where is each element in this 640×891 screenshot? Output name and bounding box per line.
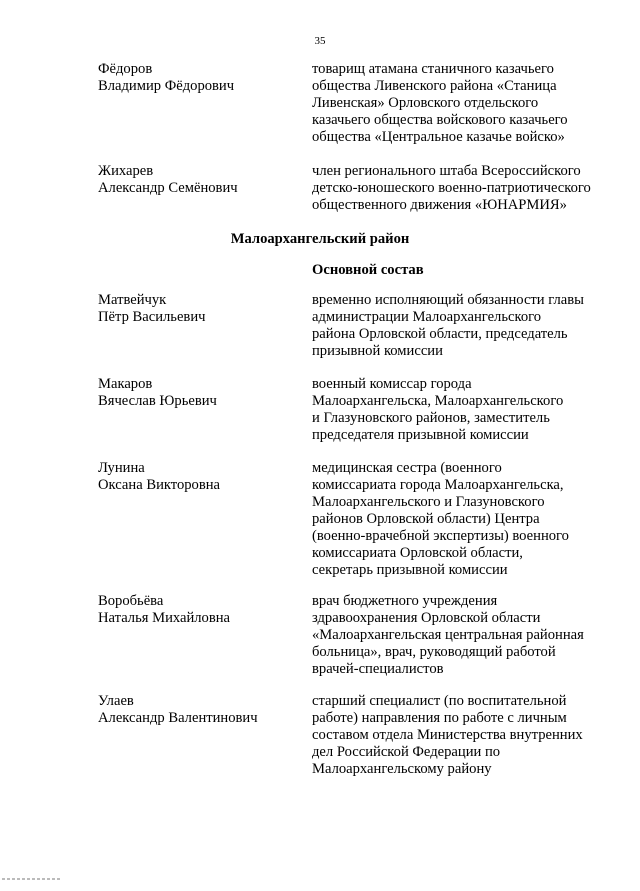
member-name: Воробьёва Наталья Михайловна bbox=[98, 593, 231, 626]
member-name: Макаров Вячеслав Юрьевич bbox=[98, 376, 217, 409]
member-role: военный комиссар города Малоархангельска, Малоархангельского и Глазуновского районов, заместитель председателя призывной комиссии bbox=[312, 376, 564, 443]
page-number: 35 bbox=[314, 35, 326, 47]
member-role: временно исполняющий обязанности главы администрации Малоархангельского района Орловской области, председатель призывной комиссии bbox=[312, 292, 584, 359]
member-name: Улаев Александр Валентинович bbox=[98, 693, 258, 726]
member-name: Матвейчук Пётр Васильевич bbox=[98, 292, 206, 325]
district-title: Малоархангельский район bbox=[230, 231, 410, 247]
member-role: член регионального штаба Всероссийского детско-юношеского военно-патриотического общественного движения «ЮНАРМИЯ» bbox=[312, 163, 591, 213]
section-title: Основной состав bbox=[312, 262, 424, 278]
member-role: врач бюджетного учреждения здравоохранения Орловской области «Малоархангельская центральная районная больница», врач, руководящий работой врачей-специалистов bbox=[312, 593, 584, 677]
member-role: медицинская сестра (военного комиссариата города Малоархангельска, Малоархангельского и Глазуновского районов Орловской области) Центра (военно-врачебной экспертизы) военного комиссариата Орловской области, секретарь призывной комиссии bbox=[312, 460, 569, 578]
member-role: старший специалист (по воспитательной работе) направления по работе с личным составом отдела Министерства внутренних дел Российской Федерации по Малоархангельскому району bbox=[312, 693, 583, 777]
member-name: Лунина Оксана Викторовна bbox=[98, 460, 221, 493]
scan-artifact bbox=[2, 878, 60, 880]
member-role: товарищ атамана станичного казачьего общества Ливенского района «Станица Ливенская» Орловского отдельского казачьего общества войскового казачьего общества «Центральное казачье войско» bbox=[312, 61, 568, 145]
member-name: Фёдоров Владимир Фёдорович bbox=[98, 61, 235, 94]
member-name: Жихарев Александр Семёнович bbox=[98, 163, 238, 196]
